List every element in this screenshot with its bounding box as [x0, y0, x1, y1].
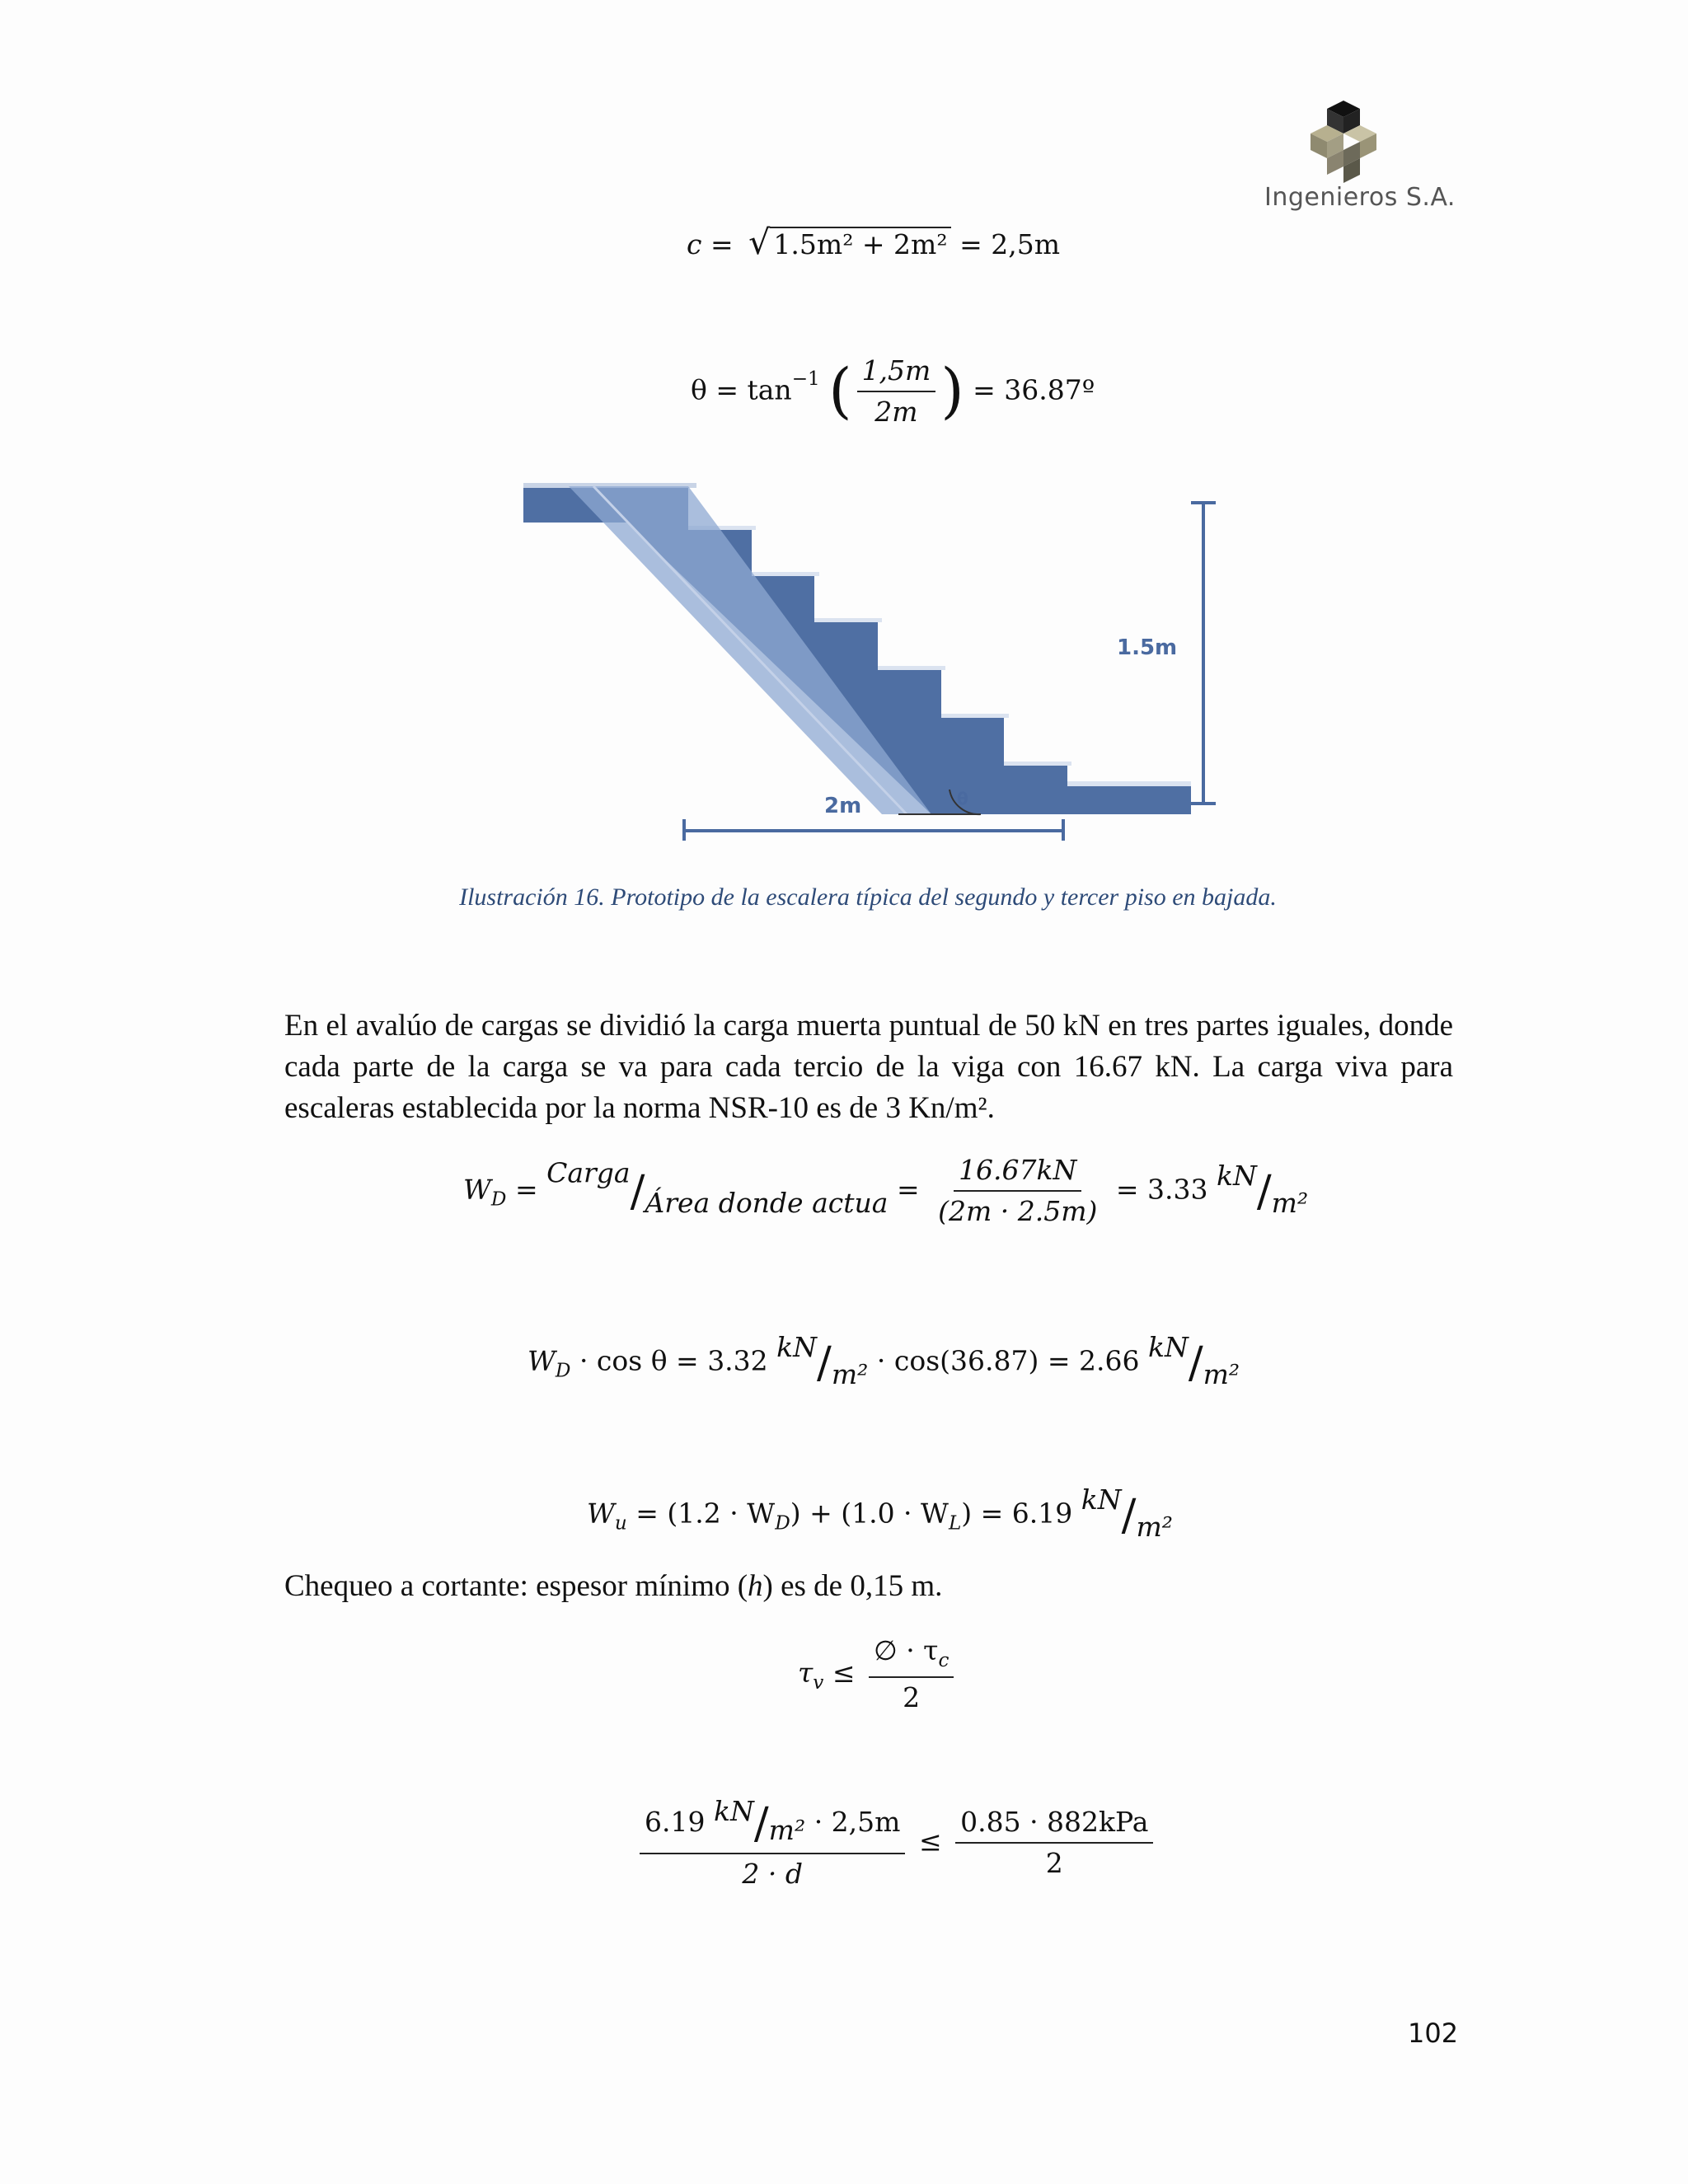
label-height: 1.5m: [1117, 635, 1178, 660]
body-paragraph: En el avalúo de cargas se dividió la carga muerta puntual de 50 kN en tres partes iguales, donde cada parte de la carga se va para cada tercio de la viga con 16.67 kN. La carga viva para escaleras establecida por la norma NSR-10 es de 3 Kn/m².: [284, 1009, 1453, 1125]
staircase-figure: [519, 478, 1220, 841]
page-number: 102: [1408, 2018, 1459, 2049]
equation-ultimate-load: $W_u = (1.2 \cdot W_D) + (1.0 \cdot W_L) = 6.19$ kN/m²: [587, 1483, 1173, 1543]
sqrt-icon: √: [748, 223, 771, 262]
label-angle: θ: [957, 789, 968, 808]
figure-caption: Ilustración 16. Prototipo de la escalera típica del segundo y tercer piso en bajada.: [459, 883, 1277, 911]
company-name: Ingenieros S.A.: [1264, 183, 1456, 212]
shear-check-paragraph: Chequeo a cortante: espesor mínimo (h) es de 0,15 m.: [284, 1569, 943, 1603]
equation-hypotenuse: c = √ 1.5m² + 2m² = 2,5m: [687, 223, 1060, 262]
equation-angle: $\theta = \tan^{-1}$ ( $\frac{1,5m}{2m}$ ) = 36.87º: [691, 354, 1095, 429]
cubes-logo-icon: [1269, 97, 1418, 188]
equation-shear-limit: $\tau_v$ ≤ $\frac{\emptyset \cdot \tau_c}{2}$: [798, 1636, 959, 1713]
company-logo: [1264, 97, 1456, 221]
equation-shear-check: $\frac{\text{6.19 kN/m² · 2,5m}}{2 \cdot d}$ ≤ $\frac{\text{0.85 · 882kPa}}{2}$: [635, 1797, 1158, 1890]
equation-dead-load: $W_D$ = Carga/Área donde actua = $\frac{16.67kN}{(2m \cdot 2.5m)}$ = 3.33 kN/m²: [463, 1154, 1309, 1228]
equation-dead-load-cos: $W_D \cdot \cos \theta = 3.32$ kN/m² · cos(36.87) = 2.66 kN/m²: [528, 1331, 1240, 1390]
label-width: 2m: [824, 794, 862, 818]
